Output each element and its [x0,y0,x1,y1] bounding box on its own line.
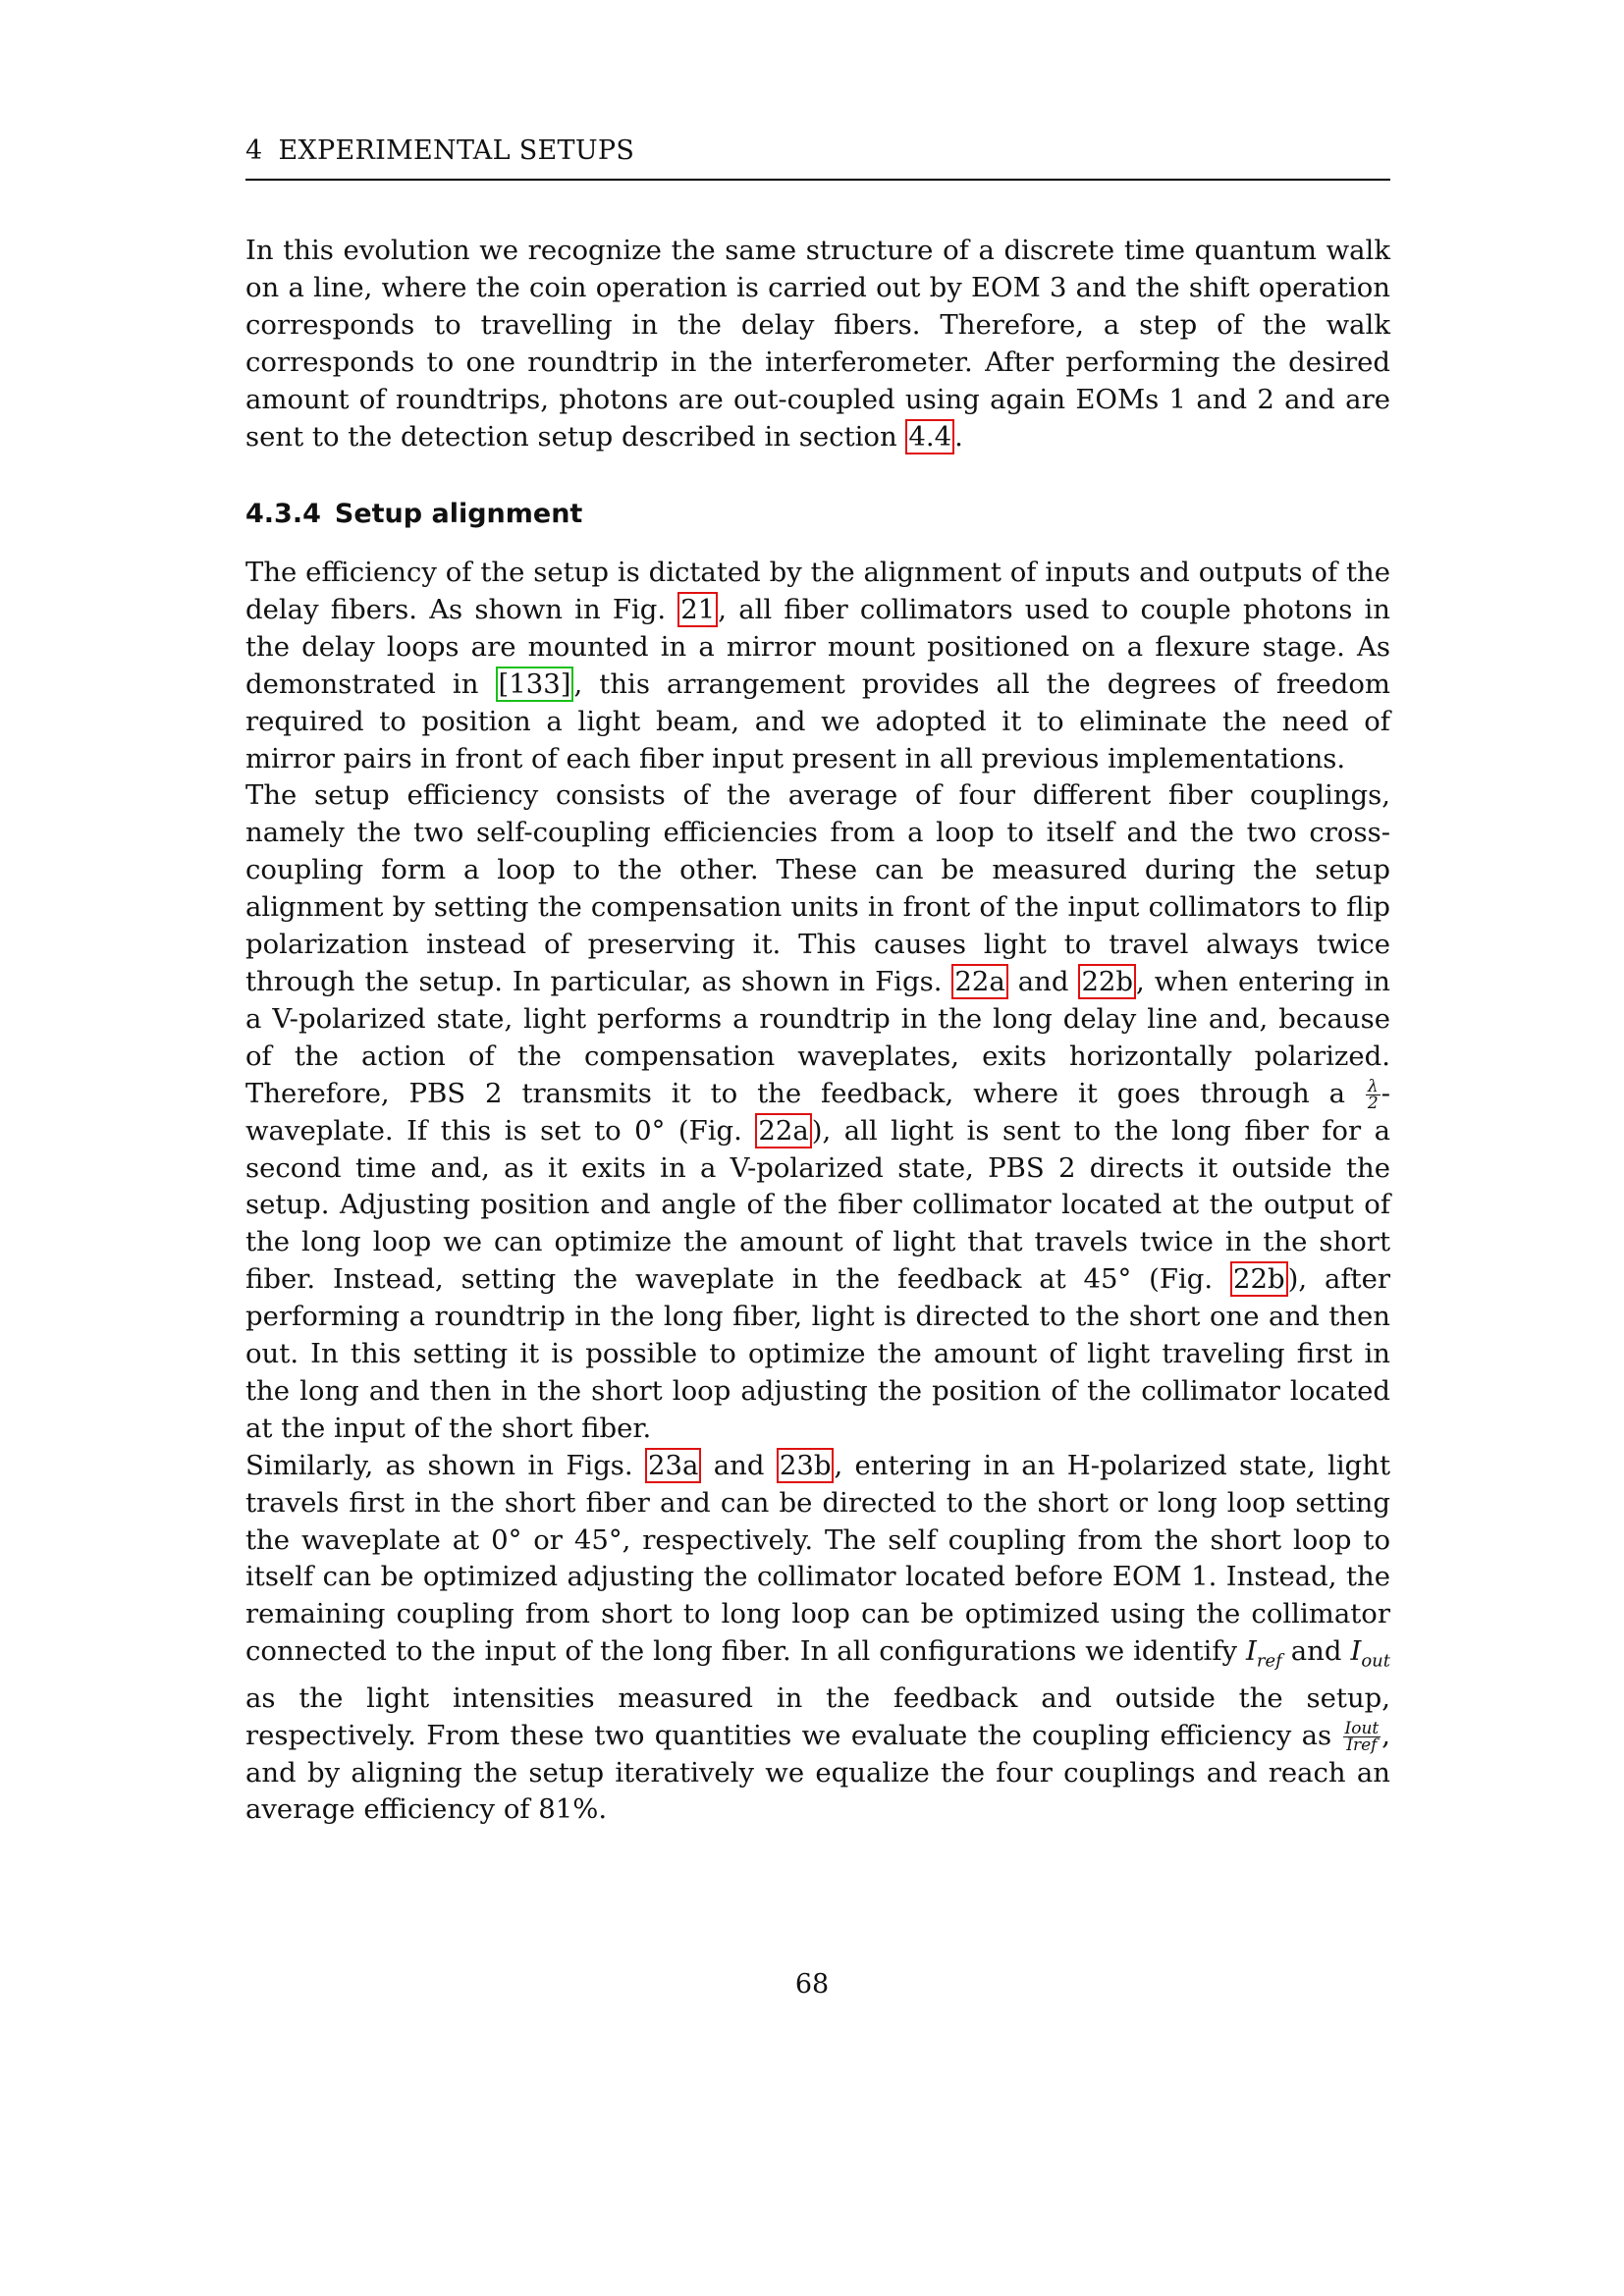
figure-ref-link[interactable]: 22b [1078,964,1136,999]
section-number: 4.3.4 [245,499,321,529]
figure-ref-link[interactable]: 23b [777,1448,835,1483]
fraction-numerator: λ [1367,1076,1379,1096]
figure-ref-link[interactable]: 21 [677,592,718,627]
fraction-numerator: Iout [1344,1718,1380,1738]
chapter-title: EXPERIMENTAL SETUPS [278,135,635,166]
paragraph-text: and [1007,965,1079,997]
section-body [245,555,1390,1829]
figure-ref-link[interactable]: 22b [1230,1261,1288,1297]
figure-ref-link[interactable]: 23a [645,1448,701,1483]
math-i-ref [1246,1635,1282,1672]
paragraph-couplings [245,777,1390,1447]
paragraph-text: ), all light is sent to the long fiber for a second time and, as it exits in a V-polarized state, PBS 2 directs it outside the setup. Adjusting position and angle of the fiber collimator located at the output of the long loop we can optimize the amount of light that travels twice in the short fiber. Instead, setting the waveplate in the feedback at 45° (Fig. [245,1114,1390,1296]
running-header [245,135,1390,181]
paragraph-text: . [954,420,963,453]
paragraph-text: ), after performing a roundtrip in the long fiber, light is directed to the short one and then out. In this setting it is possible to optimize the amount of light traveling first in the long and then in the short loop adjusting the position of the collimator located at the input of the short fiber. [245,1263,1390,1444]
paragraph-text: and [1281,1635,1351,1668]
paragraph-text: , all fiber collimators used to couple photons in the delay loops are mounted in a mirror mount positioned on a flexure stage. As demonstrated in [245,593,1391,700]
paragraph-text: and [701,1449,777,1481]
paragraph-efficiency [245,555,1390,777]
math-symbol: I [1246,1635,1257,1668]
math-symbol: I [1350,1635,1362,1668]
paragraph-text: , this arrangement provides all the degrees of freedom required to position a light beam, and we adopted it to eliminate the need of mirror pairs in front of each fiber input present in all previous implementations. [245,667,1390,774]
fraction-denominator: 2 [1367,1093,1379,1113]
math-subscript: out [1361,1650,1391,1672]
paragraph-text: , and by aligning the setup iteratively we equalize the four couplings and reach an average efficiency of 81%. [245,1719,1390,1826]
section-title: Setup alignment [334,499,583,529]
paragraph-text: Similarly, as shown in Figs. [245,1449,646,1481]
page-number: 68 [794,1969,830,2000]
figure-ref-link[interactable]: 22a [755,1113,811,1148]
paragraph-h-polarized [245,1448,1390,1830]
paragraph-text: , when entering in a V-polarized state, light performs a roundtrip in the long delay line and, because of the action of the compensation waveplates, exits horizontally polarized. Therefore, PBS 2 transmits it to the feedback, where it goes through a [245,965,1390,1109]
paragraph-text: The efficiency of the setup is dictated by the alignment of inputs and outputs of the delay fibers. As shown in Fig. [245,557,1390,625]
section-heading [245,499,582,529]
citation-link[interactable]: [133] [496,667,574,702]
section-ref-link[interactable]: 4.4 [905,419,954,454]
lambda-half-fraction [1366,1076,1380,1113]
math-subscript: ref [1256,1650,1282,1672]
paragraph-intro [245,233,1390,455]
math-i-out [1350,1635,1391,1672]
paragraph-text: as the light intensities measured in the feedback and outside the setup, respectively. From these two quantities we evaluate the coupling efficiency as [245,1682,1390,1751]
fraction-denominator: Iref [1346,1735,1378,1755]
paragraph-text: In this evolution we recognize the same structure of a discrete time quantum walk on a line, where the coin operation is carried out by EOM 3 and the shift operation corresponds to travelling in the delay fibers. Therefore, a step of the walk corresponds to one roundtrip in the interferometer. After performing the desired amount of roundtrips, photons are out-coupled using again EOMs 1 and 2 and are sent to the detection setup described in section [245,235,1390,453]
efficiency-fraction [1343,1718,1381,1755]
paragraph-text: The setup efficiency consists of the average of four different fiber couplings, namely the two self-coupling efficiencies from a loop to itself and the two cross-coupling form a loop to the other. These can be measured during the setup alignment by setting the compensation units in front of the input collimators to flip polarization instead of preserving it. This causes light to travel always twice through the setup. In particular, as shown in Figs. [245,779,1390,997]
chapter-number: 4 [245,135,263,166]
paragraph-text: -waveplate. If this is set to 0° (Fig. [245,1077,1390,1147]
paragraph-text: , entering in an H-polarized state, light travels first in the short fiber and can be directed to the short or long loop setting the waveplate at 0° or 45°, respectively. The self coupling from the short loop to itself can be optimized adjusting the collimator located before EOM 1. Instead, the remaining coupling from short to long loop can be optimized using the collimator connected to the input of the long fiber. In all configurations we identify [245,1449,1390,1668]
figure-ref-link[interactable]: 22a [951,964,1007,999]
